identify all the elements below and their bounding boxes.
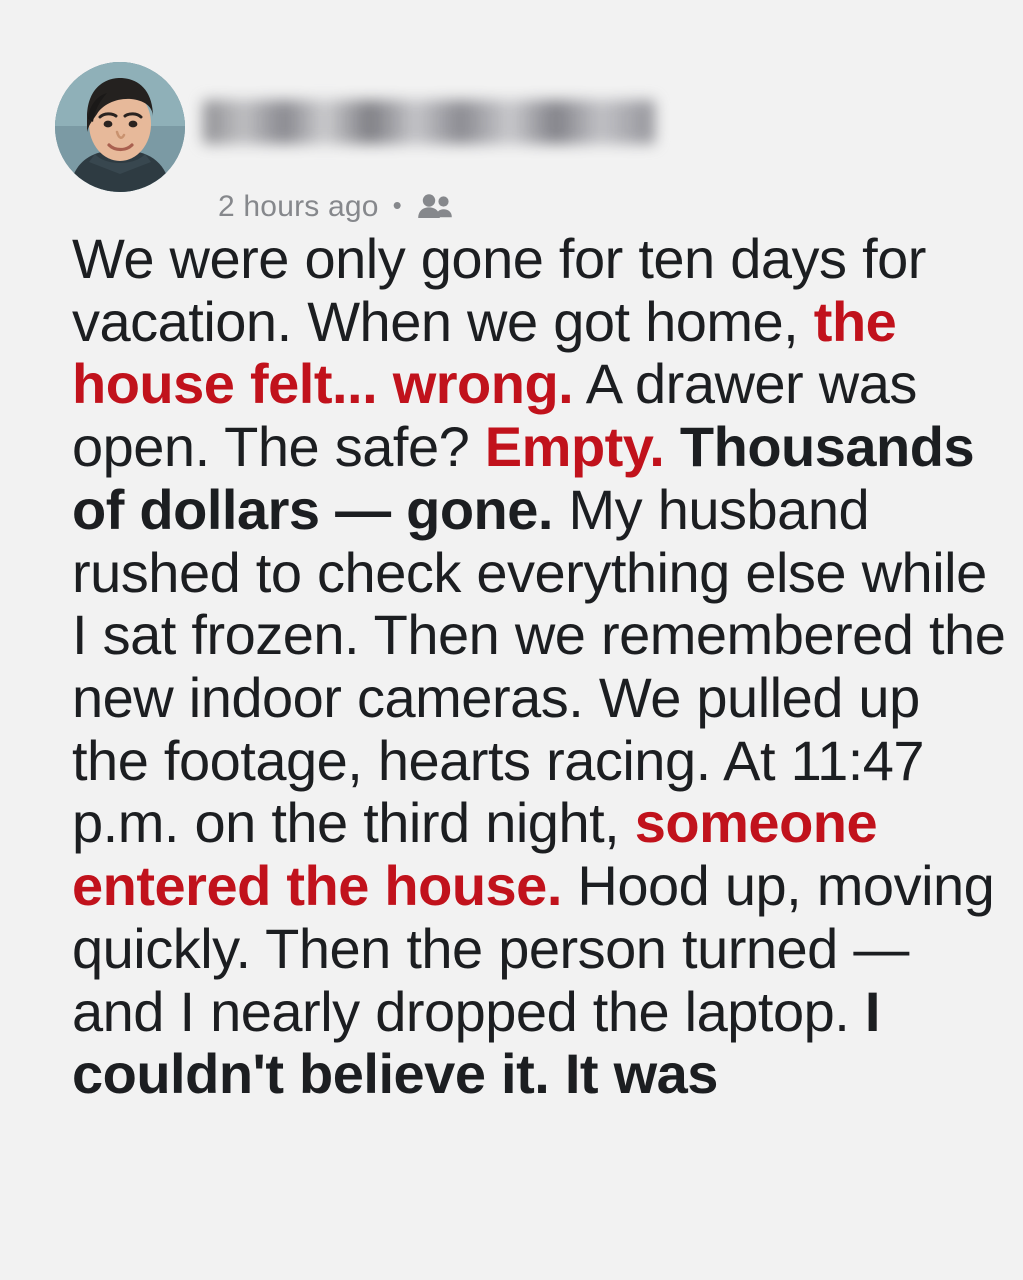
post-meta <box>218 190 454 224</box>
post-timestamp[interactable]: 2 hours ago <box>218 190 379 223</box>
segment-8: Hood up, moving quickly. Then the person turned — and I nearly dropped the laptop. <box>72 854 995 1043</box>
segment-4 <box>664 415 680 478</box>
segment-0: We were only gone for ten days for vacation. When we got home, <box>72 227 926 353</box>
avatar[interactable] <box>55 62 185 192</box>
segment-1: the house felt... wrong. <box>72 289 897 416</box>
meta-separator-dot: • <box>392 190 402 220</box>
post-header <box>55 62 975 242</box>
post-body <box>72 228 1007 1106</box>
segment-2: A drawer was open. The safe? <box>72 352 917 479</box>
segment-9: I couldn't believe it. It was <box>72 979 880 1106</box>
segment-7: someone entered the house. <box>72 791 878 918</box>
segment-5: Thousands of dollars — gone. <box>72 415 975 541</box>
segment-3: Empty. <box>484 415 665 479</box>
segment-6: My husband rushed to check everything else while I sat frozen. Then we remembered the new indoor cameras. We pulled up the footage, hearts racing. At 11:47 p.m. on the third night, <box>72 477 1006 855</box>
author-name-redacted[interactable] <box>203 100 655 144</box>
friends-icon[interactable] <box>416 192 454 222</box>
